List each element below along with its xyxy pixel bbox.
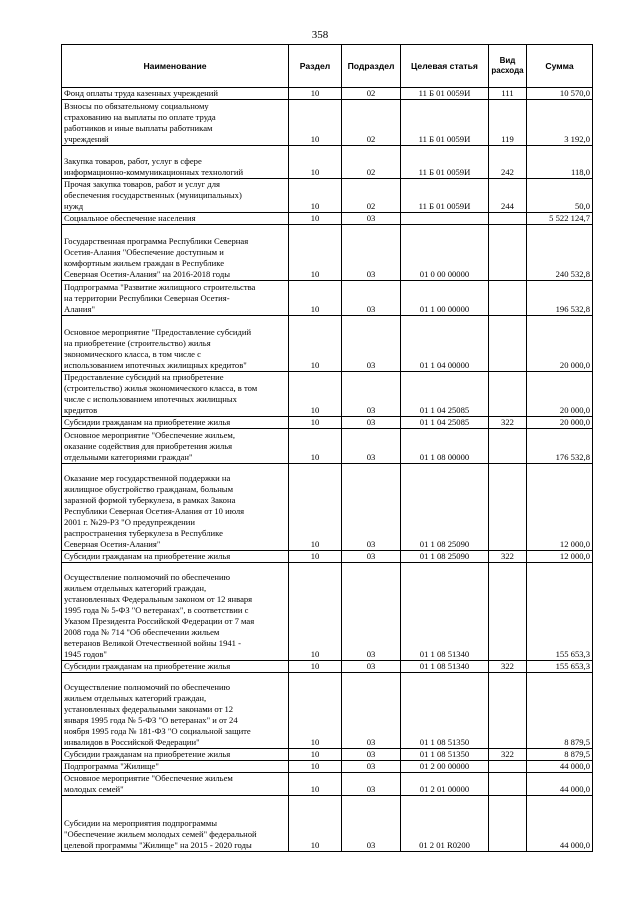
row-name: Закупка товаров, работ, услуг в сфере информационно-коммуникационных технологий — [62, 146, 289, 179]
table-row — [62, 551, 593, 563]
row-section: 10 — [289, 673, 342, 749]
table-row — [62, 213, 593, 225]
row-expense-type — [489, 773, 527, 796]
table-row — [62, 316, 593, 372]
row-amount: 50,0 — [527, 179, 593, 213]
table-row — [62, 661, 593, 673]
row-name: Прочая закупка товаров, работ и услуг для обеспечения государственных (муниципальных) нужд — [62, 179, 289, 213]
row-target: 01 1 04 25085 — [401, 417, 489, 429]
row-section: 10 — [289, 796, 342, 852]
row-section: 10 — [289, 749, 342, 761]
row-section: 10 — [289, 761, 342, 773]
table-row — [62, 773, 593, 796]
row-name: Основное мероприятие "Обеспечение жильем молодых семей" — [62, 773, 289, 796]
row-subsection: 03 — [342, 761, 401, 773]
row-amount: 240 532,8 — [527, 225, 593, 281]
table-row — [62, 673, 593, 749]
row-amount: 118,0 — [527, 146, 593, 179]
row-expense-type — [489, 464, 527, 551]
row-subsection: 03 — [342, 213, 401, 225]
row-target: 11 Б 01 0059И — [401, 146, 489, 179]
header-target: Целевая статья — [401, 45, 489, 88]
row-amount: 44 000,0 — [527, 796, 593, 852]
row-target — [401, 213, 489, 225]
table-row — [62, 749, 593, 761]
table-row — [62, 464, 593, 551]
table-row — [62, 761, 593, 773]
row-expense-type — [489, 225, 527, 281]
row-expense-type — [489, 372, 527, 417]
row-section: 10 — [289, 372, 342, 417]
table-row — [62, 563, 593, 661]
row-name: Государственная программа Республики Северная Осетия-Алания "Обеспечение доступным и комфортным жильем граждан в Республике Северная Осетия-Алания" на 2016-2018 годы — [62, 225, 289, 281]
row-section: 10 — [289, 146, 342, 179]
row-amount: 44 000,0 — [527, 773, 593, 796]
row-name: Взносы по обязательному социальному страхованию на выплаты по оплате труда работников и иные выплаты работникам учреждений — [62, 100, 289, 146]
row-section: 10 — [289, 417, 342, 429]
budget-table — [61, 44, 593, 852]
row-target: 01 2 01 00000 — [401, 773, 489, 796]
row-expense-type: 111 — [489, 88, 527, 100]
row-name: Предоставление субсидий на приобретение (строительство) жилья экономического класса, в том числе с использованием ипотечных жилищных кредитов — [62, 372, 289, 417]
row-amount: 155 653,3 — [527, 661, 593, 673]
row-target: 01 1 08 00000 — [401, 429, 489, 464]
row-amount: 12 000,0 — [527, 464, 593, 551]
row-section: 10 — [289, 316, 342, 372]
table-row — [62, 225, 593, 281]
row-amount: 10 570,0 — [527, 88, 593, 100]
row-target: 01 1 08 51350 — [401, 673, 489, 749]
row-target: 01 1 08 51340 — [401, 661, 489, 673]
row-subsection: 03 — [342, 551, 401, 563]
row-name: Осуществление полномочий по обеспечению жильем отдельных категорий граждан, установленных федеральными законами от 12 января 1995 года № 5-ФЗ "О ветеранах" и от 24 ноября 1995 года № 181-ФЗ "О социальной защите инвалидов в Российской Федерации" — [62, 673, 289, 749]
row-name: Субсидии гражданам на приобретение жилья — [62, 661, 289, 673]
row-subsection: 03 — [342, 316, 401, 372]
row-target: 01 1 04 00000 — [401, 316, 489, 372]
table-row — [62, 88, 593, 100]
row-target: 11 Б 01 0059И — [401, 179, 489, 213]
row-expense-type — [489, 429, 527, 464]
row-target: 11 Б 01 0059И — [401, 100, 489, 146]
table-row — [62, 179, 593, 213]
row-subsection: 02 — [342, 179, 401, 213]
row-target: 01 1 08 25090 — [401, 464, 489, 551]
row-subsection: 02 — [342, 100, 401, 146]
row-expense-type: 242 — [489, 146, 527, 179]
row-name: Оказание мер государственной поддержки на жилищное обустройство гражданам, больным заразной формой туберкулеза, в рамках Закона Республики Северная Осетия-Алания от 10 июля 2001 г. №29-РЗ "О предупреждении распространения туберкулеза в Республике Северная Осетия-Алания" — [62, 464, 289, 551]
row-subsection: 03 — [342, 225, 401, 281]
row-amount: 44 000,0 — [527, 761, 593, 773]
row-expense-type — [489, 316, 527, 372]
row-name: Субсидии гражданам на приобретение жилья — [62, 551, 289, 563]
row-subsection: 03 — [342, 372, 401, 417]
table-header — [62, 45, 593, 88]
row-target: 01 2 01 R0200 — [401, 796, 489, 852]
row-expense-type — [489, 281, 527, 316]
row-target: 01 1 08 25090 — [401, 551, 489, 563]
row-name: Подпрограмма "Развитие жилищного строительства на территории Республики Северная Осетия- Алания" — [62, 281, 289, 316]
row-subsection: 02 — [342, 88, 401, 100]
table-row — [62, 146, 593, 179]
table-row — [62, 372, 593, 417]
row-name: Фонд оплаты труда казенных учреждений — [62, 88, 289, 100]
table-row — [62, 429, 593, 464]
row-name: Субсидии гражданам на приобретение жилья — [62, 417, 289, 429]
row-expense-type: 322 — [489, 417, 527, 429]
header-section: Раздел — [289, 45, 342, 88]
row-name: Осуществление полномочий по обеспечению жильем отдельных категорий граждан, установленных Федеральным законом от 12 января 1995 года № 5-ФЗ "О ветеранах", в соответствии с Указом Президента Российской Федерации от 7 мая 2008 года № 714 "Об обеспечении жильем ветеранов Великой Отечественной войны 1941 - 1945 годов" — [62, 563, 289, 661]
row-target: 01 1 00 00000 — [401, 281, 489, 316]
row-expense-type — [489, 796, 527, 852]
row-amount: 176 532,8 — [527, 429, 593, 464]
table-row — [62, 100, 593, 146]
row-name: Субсидии гражданам на приобретение жилья — [62, 749, 289, 761]
row-subsection: 03 — [342, 563, 401, 661]
row-target: 01 0 00 00000 — [401, 225, 489, 281]
row-section: 10 — [289, 100, 342, 146]
row-target: 01 1 04 25085 — [401, 372, 489, 417]
row-expense-type: 322 — [489, 551, 527, 563]
row-section: 10 — [289, 225, 342, 281]
page-number: 358 — [311, 29, 329, 41]
row-section: 10 — [289, 563, 342, 661]
header-amount: Сумма — [527, 45, 593, 88]
row-expense-type — [489, 213, 527, 225]
row-expense-type: 119 — [489, 100, 527, 146]
row-subsection: 03 — [342, 773, 401, 796]
table-row — [62, 796, 593, 852]
row-subsection: 02 — [342, 146, 401, 179]
row-section: 10 — [289, 773, 342, 796]
row-amount: 196 532,8 — [527, 281, 593, 316]
row-amount: 20 000,0 — [527, 316, 593, 372]
row-section: 10 — [289, 213, 342, 225]
row-subsection: 03 — [342, 796, 401, 852]
row-target: 11 Б 01 0059И — [401, 88, 489, 100]
row-amount: 8 879,5 — [527, 673, 593, 749]
row-amount: 20 000,0 — [527, 372, 593, 417]
row-subsection: 03 — [342, 417, 401, 429]
row-name: Социальное обеспечение населения — [62, 213, 289, 225]
row-subsection: 03 — [342, 281, 401, 316]
row-subsection: 03 — [342, 673, 401, 749]
row-target: 01 1 08 51350 — [401, 749, 489, 761]
header-expense-type: Вид расхода — [489, 45, 527, 88]
row-section: 10 — [289, 464, 342, 551]
row-subsection: 03 — [342, 661, 401, 673]
row-expense-type: 244 — [489, 179, 527, 213]
row-name: Субсидии на мероприятия подпрограммы "Обеспечение жильем молодых семей" федеральной целевой программы "Жилище" на 2015 - 2020 годы — [62, 796, 289, 852]
row-expense-type: 322 — [489, 661, 527, 673]
row-amount: 155 653,3 — [527, 563, 593, 661]
row-target: 01 1 08 51340 — [401, 563, 489, 661]
row-amount: 20 000,0 — [527, 417, 593, 429]
row-section: 10 — [289, 281, 342, 316]
header-subsection: Подраздел — [342, 45, 401, 88]
row-subsection: 03 — [342, 749, 401, 761]
row-subsection: 03 — [342, 464, 401, 551]
row-amount: 8 879,5 — [527, 749, 593, 761]
row-expense-type — [489, 563, 527, 661]
row-name: Основное мероприятие "Обеспечение жильем, оказание содействия для приобретения жилья отдельными категориями граждан" — [62, 429, 289, 464]
row-section: 10 — [289, 179, 342, 213]
row-name: Основное мероприятие "Предоставление субсидий на приобретение (строительство) жилья экономического класса, в том числе с использованием ипотечных жилищных кредитов" — [62, 316, 289, 372]
table-row — [62, 281, 593, 316]
row-amount: 3 192,0 — [527, 100, 593, 146]
header-row — [62, 45, 593, 88]
table-row — [62, 417, 593, 429]
row-target: 01 2 00 00000 — [401, 761, 489, 773]
row-section: 10 — [289, 661, 342, 673]
row-subsection: 03 — [342, 429, 401, 464]
row-section: 10 — [289, 429, 342, 464]
table-body — [62, 88, 593, 852]
row-amount: 12 000,0 — [527, 551, 593, 563]
row-expense-type — [489, 673, 527, 749]
row-section: 10 — [289, 551, 342, 563]
row-expense-type — [489, 761, 527, 773]
header-name: Наименование — [62, 45, 289, 88]
row-name: Подпрограмма "Жилище" — [62, 761, 289, 773]
row-amount: 5 522 124,7 — [527, 213, 593, 225]
row-expense-type: 322 — [489, 749, 527, 761]
row-section: 10 — [289, 88, 342, 100]
